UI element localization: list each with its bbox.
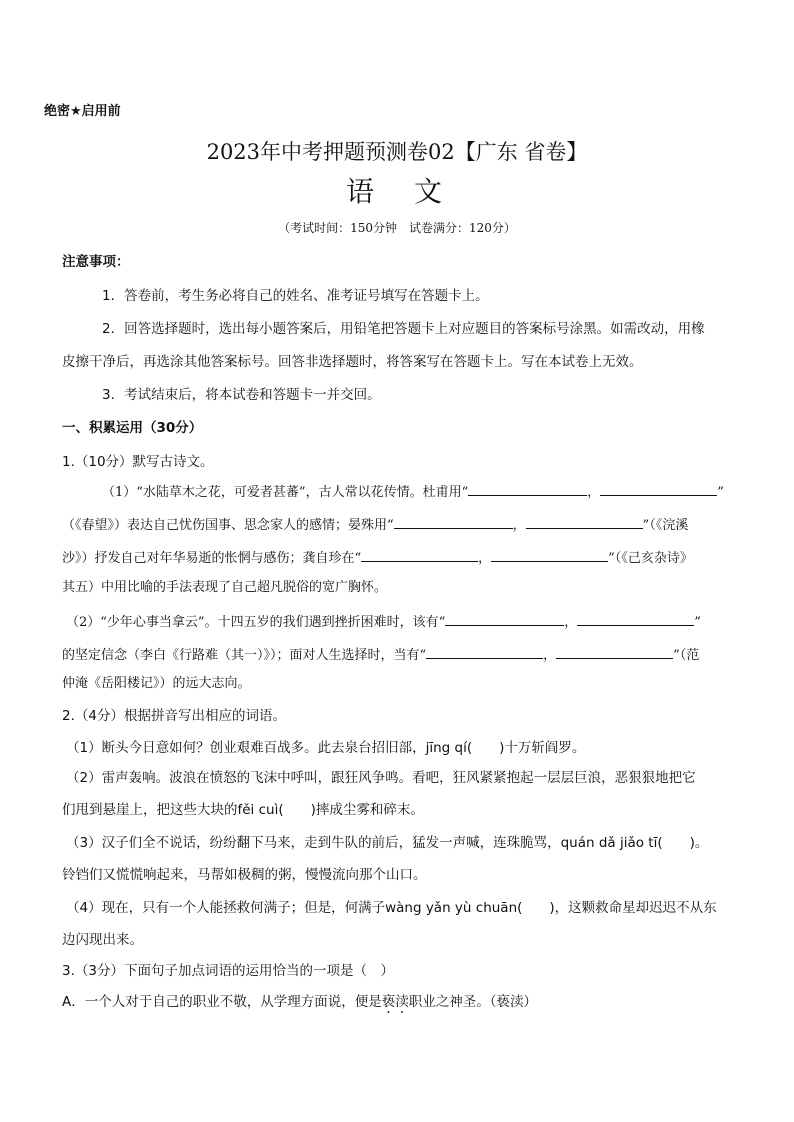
question-3-title: 3.（3分）下面句子加点词语的运用恰当的一项是（ ） xyxy=(62,963,394,979)
text-segment: （《春望》）表达自己忧伤国事、思念家人的感情；晏殊用“ xyxy=(62,518,394,533)
section-heading: 一、积累运用（30分） xyxy=(62,420,203,436)
answer-blank[interactable] xyxy=(361,547,478,562)
option-text: 职业之神圣。（亵渎） xyxy=(408,994,537,1010)
text-segment: ， xyxy=(587,485,601,500)
emphasis-dot-char: 亵 xyxy=(381,994,396,1010)
notice-item-2-line-1: 2．回答选择题时，选出每小题答案后，用铅笔把答题卡上对应题目的答案标号涂黑。如需改动，用橡 xyxy=(102,321,705,337)
question-2-title: 2.（4分）根据拼音写出相应的词语。 xyxy=(62,708,286,724)
emphasis-dot-char: 渎 xyxy=(395,994,409,1010)
question-3-option-a[interactable] xyxy=(62,992,537,1012)
notice-heading: 注意事项： xyxy=(62,254,130,270)
text-segment: （1）“水陆草木之花，可爱者甚蕃”，古人常以花传情。杜甫用“ xyxy=(102,485,469,500)
text-segment: ” xyxy=(694,615,701,630)
question-2-item-2-line-1: （2）雷声轰响。波浪在愤怒的飞沫中呼叫，跟狂风争鸣。看吧，狂风紧紧抱起一层层巨浪，恶狠狠地把它 xyxy=(66,770,696,786)
question-2-item-3-line-1: （3）汉子们全不说话，纷纷翻下马来，走到牛队的前后，猛发一声喊，连珠脆骂，quán dǎ jiǎo tī( )。 xyxy=(66,835,709,851)
question-2-item-3-line-2: 铃铛们又慌慌响起来，马帮如极稠的粥，慢慢流向那个山口。 xyxy=(62,867,427,883)
question-1-part-2-line-3: 仲淹《岳阳楼记》）的远大志向。 xyxy=(62,676,251,691)
answer-blank[interactable] xyxy=(526,514,643,529)
answer-blank[interactable] xyxy=(468,481,587,496)
question-2-item-1: （1）断头今日意如何？创业艰难百战多。此去泉台招旧部，jīng qí( )十万斩阎罗。 xyxy=(66,740,586,756)
question-2-item-4-line-2: 边闪现出来。 xyxy=(62,932,143,948)
question-1-part-1-line-1 xyxy=(102,481,724,503)
answer-blank[interactable] xyxy=(577,611,694,626)
exam-info: （考试时间：150分钟 试卷满分：120分） xyxy=(278,221,516,235)
question-1-part-1-line-2 xyxy=(62,514,688,536)
text-segment: （2）“少年心事当拿云”。十四五岁的我们遇到挫折困难时，该有“ xyxy=(66,615,446,630)
text-segment: ， xyxy=(478,551,492,566)
secret-mark: 绝密★启用前 xyxy=(44,104,121,119)
subject-title: 语 文 xyxy=(345,175,448,208)
text-segment: ”（《己亥杂诗》 xyxy=(608,551,693,566)
option-text: A．一个人对于自己的职业不敬，从学理方面说，便是 xyxy=(62,994,382,1010)
exam-title: 2023年中考押题预测卷02【广东 省卷】 xyxy=(206,140,588,164)
answer-blank[interactable] xyxy=(600,481,717,496)
text-segment: ， xyxy=(512,518,526,533)
question-2-item-2-line-2: 们甩到悬崖上，把这些大块的fěi cuì( )摔成尘雾和碎末。 xyxy=(62,802,424,818)
text-segment: ”（范 xyxy=(673,648,700,663)
notice-item-3: 3．考试结束后，将本试卷和答题卡一并交回。 xyxy=(102,387,381,403)
text-segment: 的坚定信念（李白《行路难（其一）》）；面对人生选择时，当有“ xyxy=(62,648,427,663)
text-segment: ”（《浣溪 xyxy=(642,518,689,533)
text-segment: ， xyxy=(543,648,557,663)
question-1-part-1-line-4: 其五）中用比喻的手法表现了自己超凡脱俗的宽广胸怀。 xyxy=(62,580,388,595)
answer-blank[interactable] xyxy=(426,644,543,659)
notice-item-1: 1．答卷前，考生务必将自己的姓名、准考证号填写在答题卡上。 xyxy=(102,288,489,304)
notice-item-2-line-2: 皮擦干净后，再选涂其他答案标号。回答非选择题时，将答案写在答题卡上。写在本试卷上无效。 xyxy=(62,354,643,370)
text-segment: ， xyxy=(564,615,578,630)
answer-blank[interactable] xyxy=(491,547,608,562)
answer-blank[interactable] xyxy=(394,514,513,529)
question-1-part-1-line-3 xyxy=(62,547,693,569)
question-1-part-2-line-2 xyxy=(62,644,699,666)
question-1-title: 1.（10分）默写古诗文。 xyxy=(62,454,214,470)
text-segment: 沙》）抒发自己对年华易逝的怅惘与感伤；龚自珍在“ xyxy=(62,551,362,566)
question-1-part-2-line-1 xyxy=(66,611,701,633)
answer-blank[interactable] xyxy=(556,644,673,659)
question-2-item-4-line-1: （4）现在，只有一个人能拯救何满子；但是，何满子wàng yǎn yù chuān( )，这颗救命星却迟迟不从东 xyxy=(66,900,717,916)
text-segment: ” xyxy=(717,485,724,500)
answer-blank[interactable] xyxy=(445,611,564,626)
